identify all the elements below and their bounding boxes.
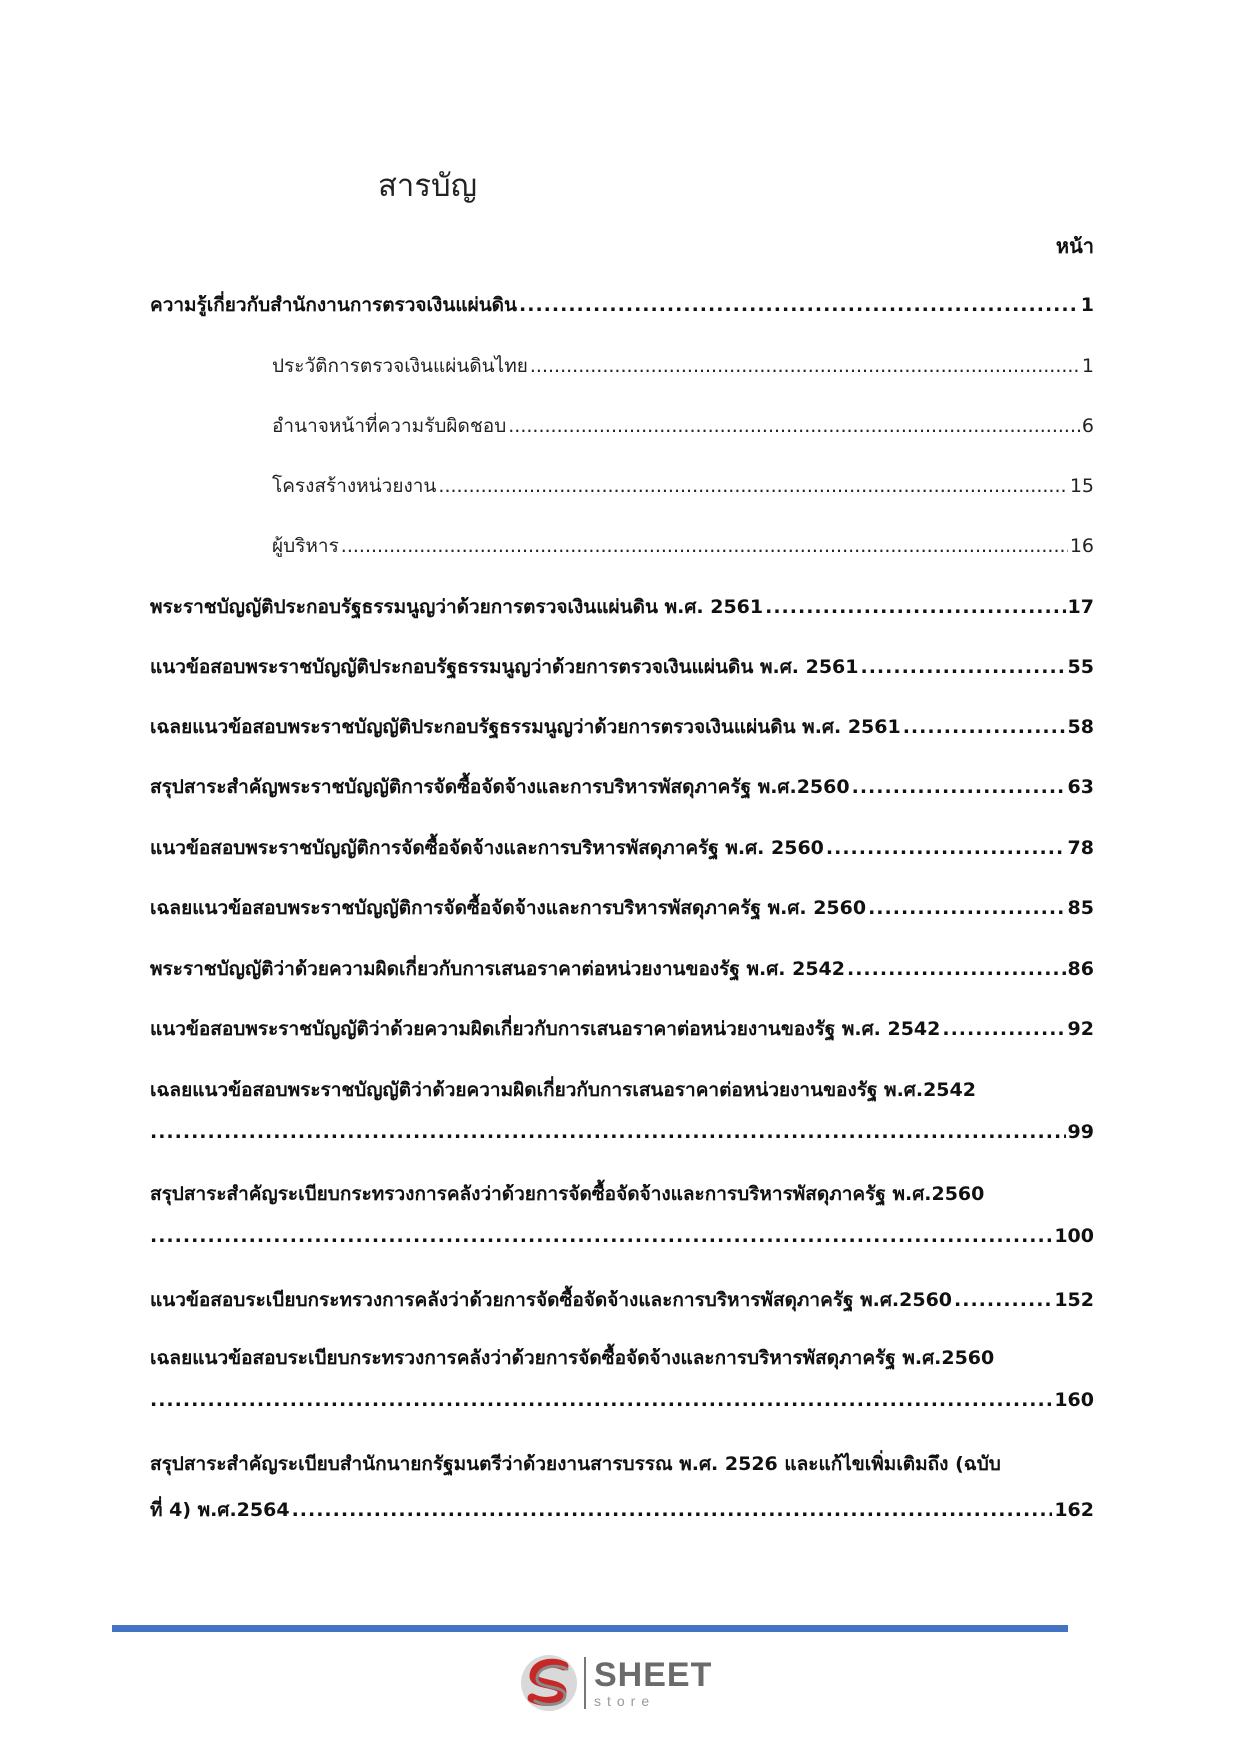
sheet-store-logo — [518, 1652, 712, 1714]
toc-entry-line[interactable] — [150, 1179, 1094, 1209]
dot-leader — [868, 897, 1065, 919]
toc-entry-line[interactable] — [150, 1449, 1094, 1479]
dot-leader — [847, 958, 1066, 980]
toc-entry[interactable] — [272, 471, 1094, 501]
toc-entry-title: อำนาจหน้าที่ความรับผิดชอบ — [272, 415, 507, 437]
toc-entry-line[interactable] — [150, 1075, 1094, 1105]
toc-entry-page: 100 — [1054, 1225, 1094, 1247]
toc-entry-line[interactable] — [150, 1343, 1094, 1373]
toc-entry-title: ประวัติการตรวจเงินแผ่นดินไทย — [272, 355, 528, 377]
toc-entry-title: สรุปสาระสำคัญระเบียบกระทรวงการคลังว่าด้วยการจัดซื้อจัดจ้างและการบริหารพัสดุภาครัฐ พ.ศ.2560 — [150, 1183, 985, 1205]
dot-leader — [530, 355, 1080, 377]
dot-leader — [903, 716, 1066, 738]
toc-entry-page: 55 — [1067, 656, 1094, 678]
dot-leader — [150, 1121, 1066, 1143]
toc-entry-title: เฉลยแนวข้อสอบพระราชบัญญัติว่าด้วยความผิดเกี่ยวกับการเสนอราคาต่อหน่วยงานของรัฐ พ.ศ.2542 — [150, 1079, 976, 1101]
dot-leader — [341, 535, 1068, 557]
toc-entry[interactable] — [150, 1014, 1094, 1044]
toc-entry-title: พระราชบัญญัติประกอบรัฐธรรมนูญว่าด้วยการตรวจเงินแผ่นดิน พ.ศ. 2561 — [150, 596, 764, 618]
toc-entry-continuation[interactable] — [150, 1495, 1094, 1525]
toc-entry-title: แนวข้อสอบพระราชบัญญัติว่าด้วยความผิดเกี่ยวกับการเสนอราคาต่อหน่วยงานของรัฐ พ.ศ. 2542 — [150, 1018, 941, 1040]
toc-entry[interactable] — [150, 290, 1094, 320]
toc-entry-page: 99 — [1067, 1121, 1094, 1143]
dot-leader — [519, 294, 1079, 316]
toc-entry-page: 1 — [1080, 294, 1094, 316]
toc-entry-title: โครงสร้างหน่วยงาน — [272, 475, 437, 497]
toc-entry-page: 63 — [1067, 776, 1094, 798]
toc-entry-title: เฉลยแนวข้อสอบพระราชบัญญัติการจัดซื้อจัดจ้างและการบริหารพัสดุภาครัฐ พ.ศ. 2560 — [150, 897, 867, 919]
page-title: สารบัญ — [378, 168, 478, 204]
dot-leader — [150, 1225, 1052, 1247]
toc-entry[interactable] — [150, 1285, 1094, 1315]
toc-entry-page: 162 — [1054, 1499, 1094, 1521]
dot-leader — [292, 1499, 1053, 1521]
toc-entry[interactable] — [150, 772, 1094, 802]
toc-entry-page: 58 — [1067, 716, 1094, 738]
toc-entry-title: แนวข้อสอบระเบียบกระทรวงการคลังว่าด้วยการจัดซื้อจัดจ้างและการบริหารพัสดุภาครัฐ พ.ศ.2560 — [150, 1289, 953, 1311]
toc-entry-page: 78 — [1067, 837, 1094, 859]
toc-entry[interactable] — [150, 893, 1094, 923]
toc-entry[interactable] — [150, 833, 1094, 863]
dot-leader — [860, 656, 1065, 678]
sheet-store-logo-icon — [518, 1652, 580, 1714]
toc-entry-page: 92 — [1067, 1018, 1094, 1040]
toc-entry-title: ที่ 4) พ.ศ.2564 — [150, 1499, 290, 1521]
page-column-header: หน้า — [1055, 234, 1094, 258]
dot-leader — [765, 596, 1065, 618]
toc-entry-title: เฉลยแนวข้อสอบพระราชบัญญัติประกอบรัฐธรรมนูญว่าด้วยการตรวจเงินแผ่นดิน พ.ศ. 2561 — [150, 716, 901, 738]
toc-entry[interactable] — [150, 712, 1094, 742]
toc-entry-page: 17 — [1067, 596, 1094, 618]
toc-entry-title: แนวข้อสอบพระราชบัญญัติการจัดซื้อจัดจ้างและการบริหารพัสดุภาครัฐ พ.ศ. 2560 — [150, 837, 824, 859]
toc-entry-continuation[interactable] — [150, 1121, 1094, 1143]
dot-leader — [150, 1389, 1052, 1411]
toc-entry-page: 152 — [1054, 1289, 1094, 1311]
toc-entry-page: 1 — [1081, 355, 1094, 377]
toc-entry-page: 86 — [1067, 958, 1094, 980]
logo-brand-text: SHEET — [594, 1656, 713, 1694]
toc-entry[interactable] — [272, 531, 1094, 561]
logo-sub-text: store — [594, 1693, 656, 1709]
toc-entry-page: 85 — [1067, 897, 1094, 919]
dot-leader — [954, 1289, 1052, 1311]
toc-entry-title: แนวข้อสอบพระราชบัญญัติประกอบรัฐธรรมนูญว่าด้วยการตรวจเงินแผ่นดิน พ.ศ. 2561 — [150, 656, 859, 678]
toc-entry-title: สรุปสาระสำคัญระเบียบสำนักนายกรัฐมนตรีว่าด้วยงานสารบรรณ พ.ศ. 2526 และแก้ไขเพิ่มเติมถึง (ฉบับ — [150, 1453, 1001, 1475]
toc-entry-title: ความรู้เกี่ยวกับสำนักงานการตรวจเงินแผ่นดิน — [150, 294, 518, 316]
dot-leader — [852, 776, 1066, 798]
toc-entry[interactable] — [150, 652, 1094, 682]
dot-leader — [826, 837, 1066, 859]
toc-entry[interactable] — [150, 592, 1094, 622]
toc-entry-title: เฉลยแนวข้อสอบระเบียบกระทรวงการคลังว่าด้วยการจัดซื้อจัดจ้างและการบริหารพัสดุภาครัฐ พ.ศ.2560 — [150, 1347, 995, 1369]
toc-entry-continuation[interactable] — [150, 1225, 1094, 1247]
toc-entry-continuation[interactable] — [150, 1389, 1094, 1411]
toc-entry-title: สรุปสาระสำคัญพระราชบัญญัติการจัดซื้อจัดจ้างและการบริหารพัสดุภาครัฐ พ.ศ.2560 — [150, 776, 850, 798]
dot-leader — [508, 415, 1080, 437]
dot-leader — [942, 1018, 1065, 1040]
toc-entry-page: 6 — [1081, 415, 1094, 437]
toc-entry-title: ผู้บริหาร — [272, 535, 339, 557]
dot-leader — [438, 475, 1067, 497]
toc-entry-title: พระราชบัญญัติว่าด้วยความผิดเกี่ยวกับการเสนอราคาต่อหน่วยงานของรัฐ พ.ศ. 2542 — [150, 958, 845, 980]
toc-entry-page: 15 — [1069, 475, 1094, 497]
toc-entry-page: 160 — [1054, 1389, 1094, 1411]
footer-divider — [112, 1625, 1068, 1632]
toc-entry[interactable] — [150, 954, 1094, 984]
toc-entry[interactable] — [272, 411, 1094, 441]
toc-entry-page: 16 — [1069, 535, 1094, 557]
toc-entry[interactable] — [272, 351, 1094, 381]
logo-separator — [584, 1657, 586, 1709]
